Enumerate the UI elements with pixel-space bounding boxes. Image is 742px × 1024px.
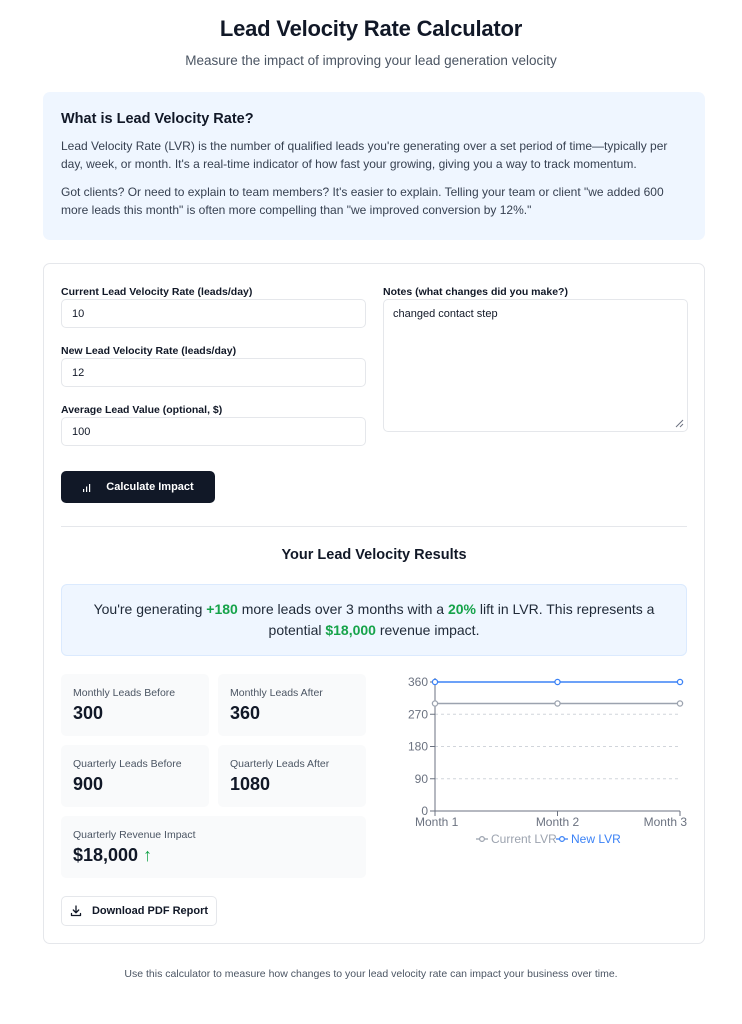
new-lvr-input[interactable]: 12 (61, 358, 366, 387)
summary-text-4: revenue impact. (375, 622, 480, 638)
stat-value (73, 845, 354, 866)
x-tick-label: Month 1 (415, 815, 459, 829)
download-icon (70, 905, 82, 917)
notes-label: Notes (what changes did you make?) (383, 286, 568, 298)
data-point (677, 701, 682, 706)
data-point (555, 679, 560, 684)
y-tick-label: 90 (414, 771, 428, 786)
stat-label: Quarterly Leads After (230, 758, 330, 770)
summary-text-3: lift in LVR. This represents a potential (268, 601, 655, 638)
y-tick-label: 0 (421, 804, 428, 818)
data-point (432, 701, 437, 706)
footer-note: Use this calculator to measure how changes to your lead velocity rate can impact your business over time. (124, 968, 618, 980)
download-pdf-button[interactable] (61, 896, 217, 926)
stat-quarterly-before (61, 745, 209, 807)
data-point (677, 679, 682, 684)
legend-swatch-marker (480, 837, 485, 842)
stat-label: Monthly Leads Before (73, 687, 176, 699)
page-title: Lead Velocity Rate Calculator (219, 16, 523, 41)
legend-swatch-marker (560, 837, 565, 842)
stat-value: 360 (230, 703, 261, 723)
calculate-impact-label: Calculate Impact (106, 481, 194, 493)
download-pdf-label: Download PDF Report (91, 905, 209, 917)
stat-monthly-before (61, 674, 209, 736)
stat-label: Quarterly Revenue Impact (73, 829, 196, 841)
notes-text: changed contact step (393, 308, 498, 320)
section-divider (61, 526, 687, 527)
revenue-impact-value: $18,000 (73, 845, 139, 865)
current-lvr-label: Current Lead Velocity Rate (leads/day) (61, 286, 253, 298)
stat-label: Quarterly Leads Before (73, 758, 182, 770)
calculator-card (43, 263, 705, 944)
stat-value: 300 (73, 703, 104, 723)
y-tick-label: 270 (407, 707, 428, 722)
y-tick-label: 360 (407, 675, 428, 689)
current-lvr-input[interactable]: 10 (61, 299, 366, 328)
info-box (43, 92, 705, 240)
lead-value-label: Average Lead Value (optional, $) (61, 404, 223, 416)
resize-grip-icon[interactable] (675, 419, 684, 428)
lift-highlight: 20% (447, 601, 476, 617)
legend-label: Current LVR (491, 832, 557, 846)
results-summary (61, 584, 687, 656)
data-point (432, 679, 437, 684)
calculate-impact-button[interactable] (61, 471, 215, 503)
data-point (555, 701, 560, 706)
legend-label: New LVR (571, 832, 621, 846)
x-tick-label: Month 3 (643, 815, 687, 829)
x-tick-label: Month 2 (535, 815, 580, 829)
y-tick-label: 180 (407, 739, 428, 754)
bar-chart-icon (82, 483, 92, 492)
stat-quarterly-after (218, 745, 366, 807)
stat-revenue-impact (61, 816, 366, 878)
info-paragraph-2: Got clients? Or need to explain to team members? It's easier to explain. Telling your team or client "we added 600 more leads this month" is often more compelling than "we improved conversion by 12%." (61, 185, 664, 217)
new-lvr-label: New Lead Velocity Rate (leads/day) (61, 345, 237, 357)
page-header (0, 0, 742, 68)
info-title: What is Lead Velocity Rate? (61, 111, 254, 127)
stat-label: Monthly Leads After (230, 687, 323, 699)
notes-textarea[interactable] (383, 299, 688, 432)
info-paragraph-1: Lead Velocity Rate (LVR) is the number of qualified leads you're generating over a set period of time—typically per day, week, or month. It's a real-time indicator of how fast your growing, giving you a way to track momentum. (61, 139, 668, 171)
summary-text-2: more leads over 3 months with a (237, 601, 448, 617)
lead-value-input[interactable]: 100 (61, 417, 366, 446)
revenue-highlight: $18,000 (325, 622, 376, 638)
arrow-up-icon: ↑ (143, 845, 153, 865)
page-subtitle: Measure the impact of improving your lead generation velocity (185, 53, 557, 68)
stat-value: 900 (73, 774, 104, 794)
summary-text-1: You're generating (93, 601, 207, 617)
stat-monthly-after (218, 674, 366, 736)
extra-leads-highlight: +180 (206, 601, 238, 617)
stat-value: 1080 (230, 774, 271, 794)
lvr-line-chart (384, 667, 704, 867)
results-title: Your Lead Velocity Results (281, 547, 467, 563)
